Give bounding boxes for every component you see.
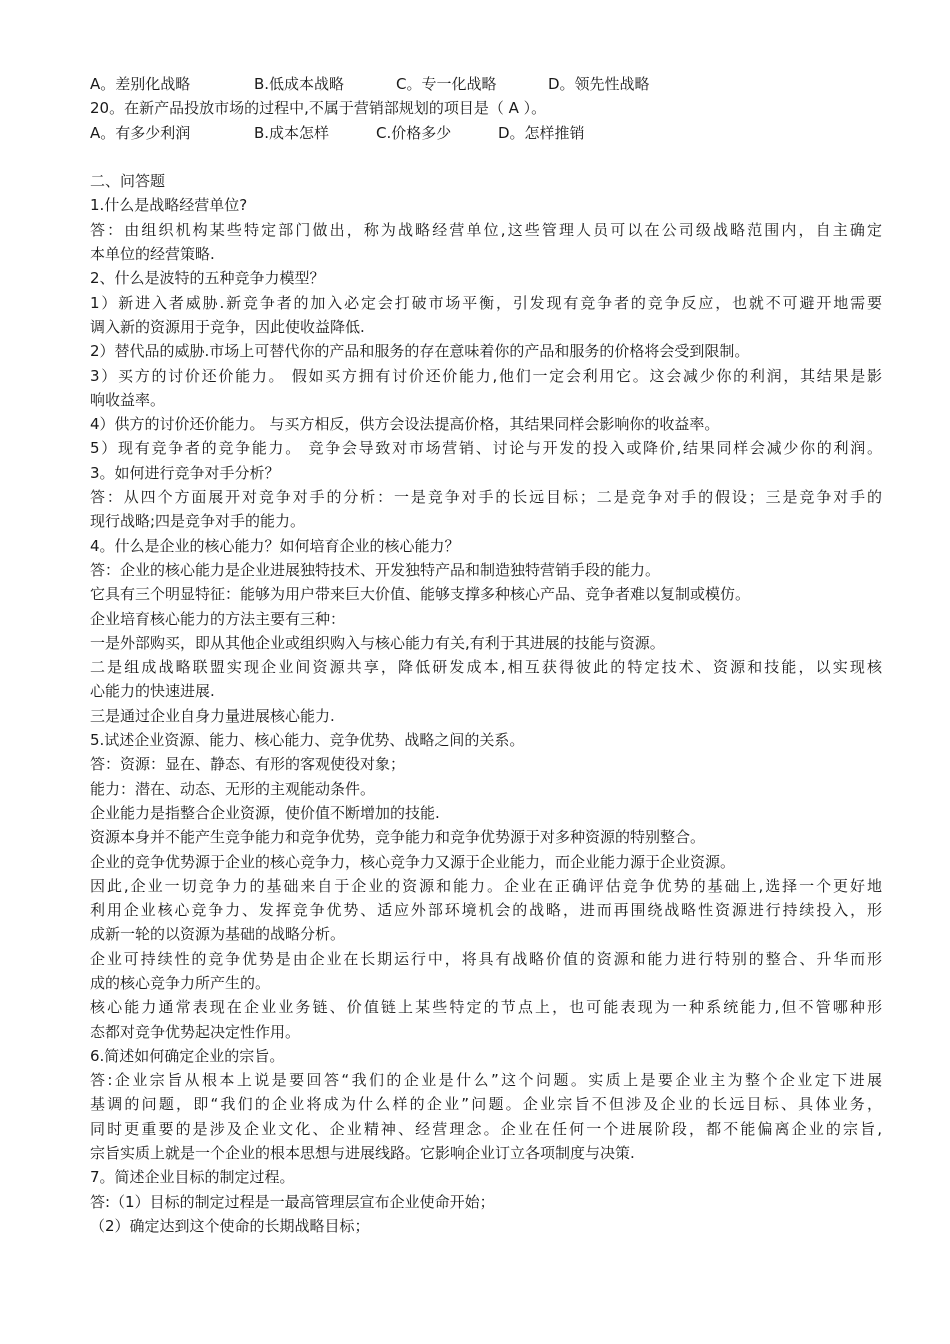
section-title: 二、问答题 [90, 172, 166, 191]
text-line: 利用企业核心竞争力、发挥竞争优势、适应外部环境机会的战略，进而再围绕战略性资源进行持续投入，形 [90, 901, 882, 920]
text-line: 三是通过企业自身力量进展核心能力. [90, 706, 335, 725]
text-line: 调入新的资源用于竞争，因此使收益降低. [90, 317, 365, 336]
text-line: 答:（1）目标的制定过程是一最高管理层宣布企业使命开始； [90, 1192, 495, 1211]
text-line: 资源本身并不能产生竞争能力和竞争优势，竞争能力和竞争优势源于对多种资源的特别整合。 [90, 828, 706, 847]
text-line: 企业的竞争优势源于企业的核心竞争力，核心竞争力又源于企业能力，而企业能力源于企业资源。 [90, 852, 736, 871]
text-line: 因此,企业一切竞争力的基础来自于企业的资源和能力。企业在正确评估竞争优势的基础上,选择一个更好地 [90, 876, 882, 895]
q20-options [90, 121, 882, 145]
text-line: 企业培育核心能力的方法主要有三种： [90, 609, 346, 628]
text-line: 答:企业宗旨从根本上说是要回答“我们的企业是什么”这个问题。实质上是要企业主为整个企业定下进展 [90, 1071, 882, 1090]
text-line: 答：由组织机构某些特定部门做出，称为战略经营单位,这些管理人员可以在公司级战略范围内，自主确定 [90, 220, 882, 239]
option-d: D。怎样推销 [498, 123, 585, 142]
text-line: 宗旨实质上就是一个企业的根本思想与进展线路。它影响企业订立各项制度与决策. [90, 1144, 635, 1163]
text-line: 7。简述企业目标的制定过程。 [90, 1168, 295, 1187]
option-a: A。差别化战略 [90, 75, 191, 93]
text-line: 二是组成战略联盟实现企业间资源共享，降低研发成本,相互获得彼此的特定技术、资源和技能，以实现核 [90, 658, 882, 677]
text-line: 答：从四个方面展开对竞争对手的分析：一是竞争对手的长远目标；二是竞争对手的假设；三是竞争对手的 [90, 488, 882, 507]
text-line: （2）确定达到这个使命的长期战略目标； [90, 1216, 370, 1235]
text-line: 答：资源：显在、静态、有形的客观使役对象； [90, 755, 406, 774]
text-line: 能力：潜在、动态、无形的主观能动条件。 [90, 779, 376, 798]
option-c: C。专一化战略 [396, 75, 497, 93]
option-a: A。有多少利润 [90, 123, 191, 142]
q20-question: 20。在新产品投放市场的过程中,不属于营销部规划的项目是（ A ）。 [90, 99, 547, 118]
text-line: 3。如何进行竞争对手分析？ [90, 463, 280, 482]
text-line: 心能力的快速进展. [90, 682, 215, 701]
text-line: 1）新进入者威胁.新竞争者的加入必定会打破市场平衡，引发现有竞争者的竞争反应，也就不可避开地需要 [90, 293, 882, 312]
document-page [90, 72, 882, 1238]
text-line: 2）替代品的威胁.市场上可替代你的产品和服务的存在意味着你的产品和服务的价格将会受到限制。 [90, 342, 750, 361]
text-line: 同时更重要的是涉及企业文化、企业精神、经营理念。企业在任何一个进展阶段，都不能偏离企业的宗旨, [90, 1119, 882, 1138]
text-line: 答：企业的核心能力是企业进展独特技术、开发独特产品和制造独特营销手段的能力。 [90, 560, 661, 579]
option-c: C.价格多少 [376, 123, 452, 142]
option-d: D。领先性战略 [548, 75, 650, 93]
text-line: 它具有三个明显特征：能够为用户带来巨大价值、能够支撑多种核心产品、竞争者难以复制或模仿。 [90, 585, 751, 604]
text-line: 5.试述企业资源、能力、核心能力、竞争优势、战略之间的关系。 [90, 731, 525, 750]
text-line: 6.简述如何确定企业的宗旨。 [90, 1046, 285, 1065]
text-line: 核心能力通常表现在企业业务链、价值链上某些特定的节点上，也可能表现为一种系统能力,但不管哪种形 [90, 998, 882, 1017]
text-line: 4）供方的讨价还价能力。 与买方相反，供方会设法提高价格，其结果同样会影响你的收益率。 [90, 415, 720, 434]
text-line: 成新一轮的以资源为基础的战略分析。 [90, 925, 346, 944]
text-line: 3）买方的讨价还价能力。 假如买方拥有讨价还价能力,他们一定会利用它。这会减少你的利润，其结果是影 [90, 366, 882, 385]
text-line: 一是外部购买，即从其他企业或组织购入与核心能力有关,有利于其进展的技能与资源。 [90, 633, 665, 652]
answer-body [90, 193, 882, 1238]
text-line: 成的核心竞争力所产生的。 [90, 973, 271, 992]
text-line: 本单位的经营策略. [90, 245, 215, 264]
text-line: 态都对竞争优势起决定性作用。 [90, 1022, 301, 1041]
spacer [90, 145, 882, 169]
option-b: B.低成本战略 [254, 75, 345, 93]
text-line: 企业可持续性的竞争优势是由企业在长期运行中，将具有战略价值的资源和能力进行特别的整合、升华而形 [90, 949, 882, 968]
text-line: 现行战略;四是竞争对手的能力。 [90, 512, 306, 531]
text-line: 2、什么是波特的五种竞争力模型？ [90, 269, 325, 288]
text-line: 企业能力是指整合企业资源，使价值不断增加的技能. [90, 803, 440, 822]
text-line: 基调的问题，即“我们的企业将成为什么样的企业”问题。企业宗旨不但涉及企业的长远目标、具体业务， [90, 1095, 882, 1114]
text-line: 5）现有竞争者的竞争能力。 竞争会导致对市场营销、讨论与开发的投入或降价,结果同样会减少你的利润。 [90, 439, 882, 458]
q19-options [90, 72, 882, 96]
text-line: 响收益率。 [90, 390, 166, 409]
option-b: B.成本怎样 [254, 123, 330, 142]
text-line: 1.什么是战略经营单位? [90, 196, 248, 215]
text-line: 4。什么是企业的核心能力？如何培育企业的核心能力？ [90, 536, 460, 555]
